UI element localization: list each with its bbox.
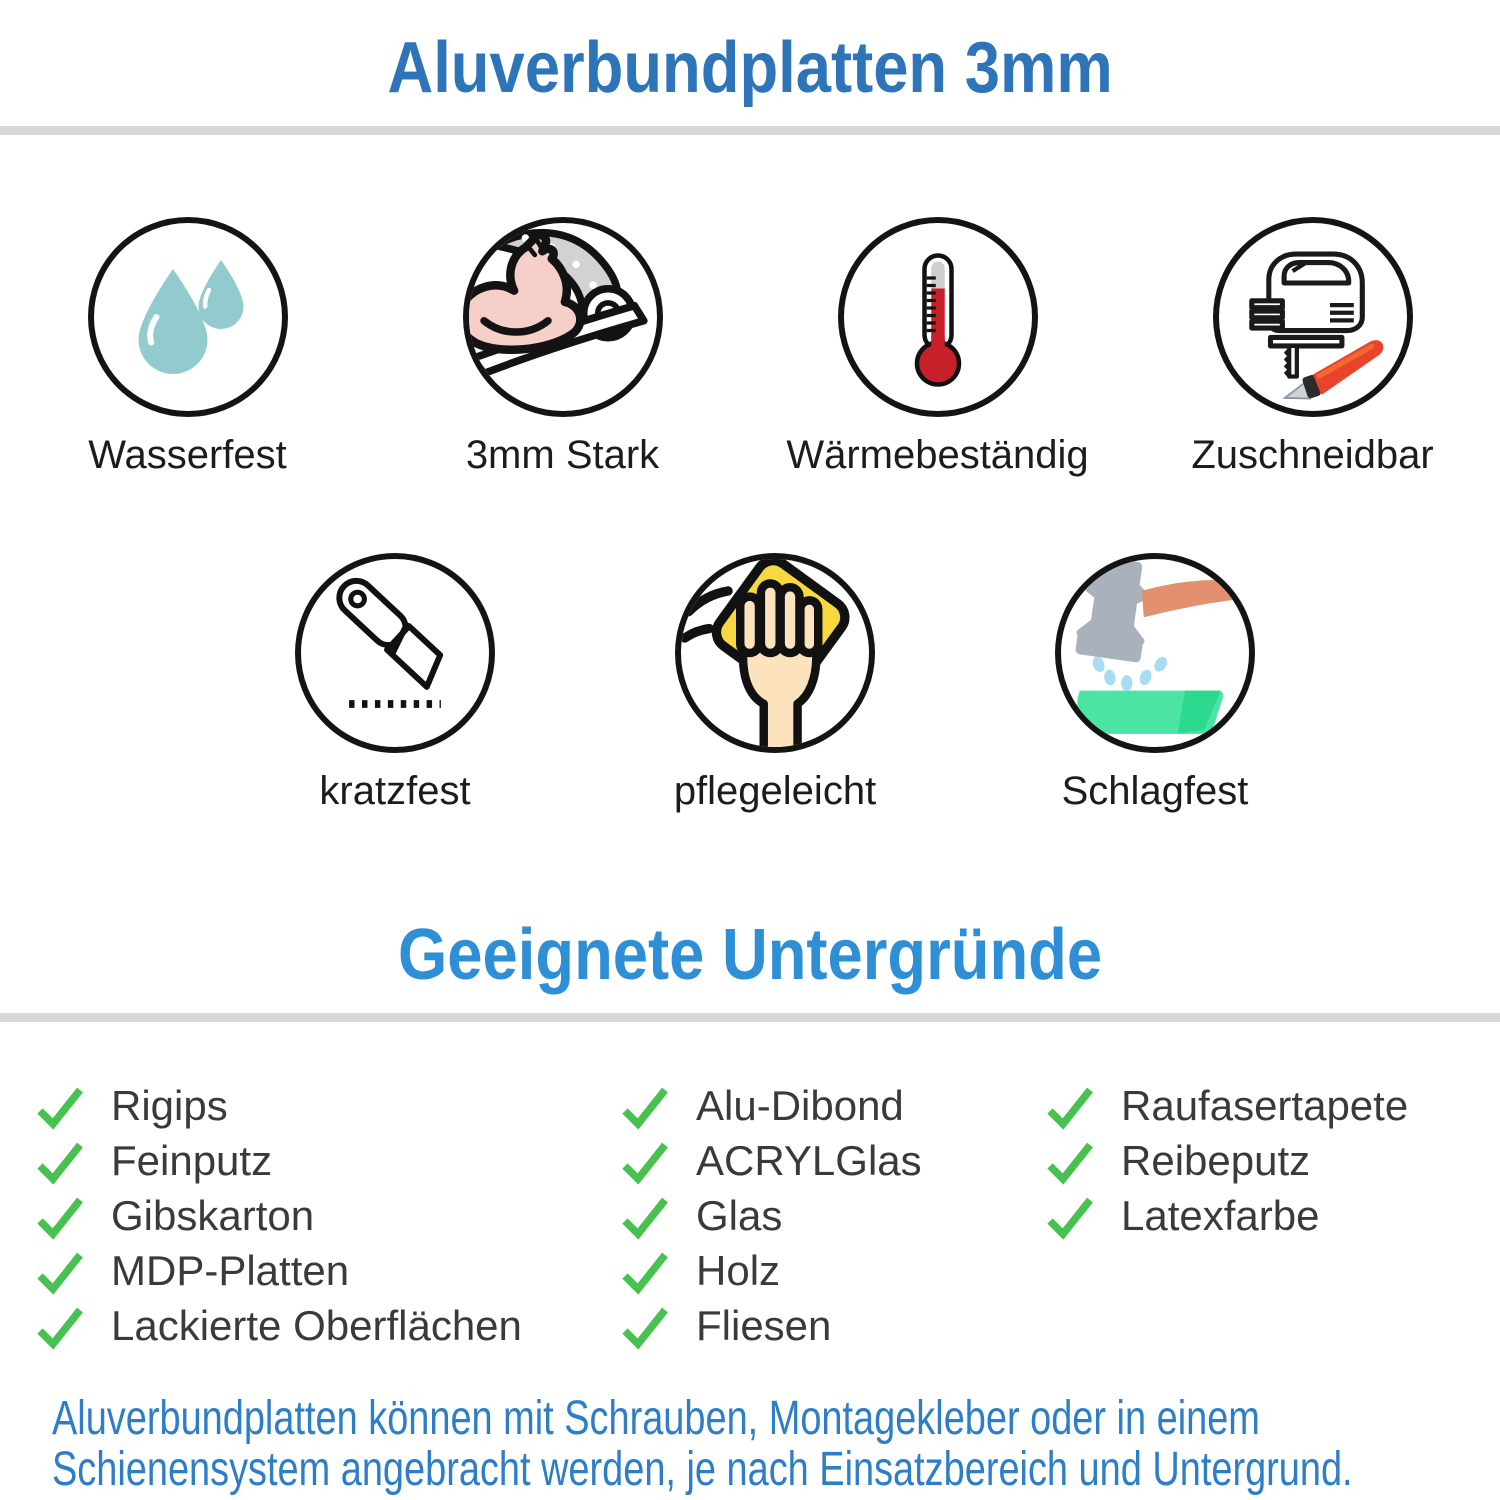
substrate-label: Gibskarton — [111, 1191, 315, 1239]
check-icon — [35, 1081, 85, 1131]
check-icon — [620, 1246, 670, 1296]
check-icon — [620, 1136, 670, 1186]
check-icon — [35, 1301, 85, 1351]
feature-3mm-stark — [375, 217, 750, 477]
substrates-column-3 — [1045, 1078, 1500, 1353]
wiping-hand-icon — [675, 553, 875, 753]
substrates-title-text: Geeignete Untergründe — [397, 915, 1103, 995]
check-icon — [620, 1301, 670, 1351]
check-icon — [1045, 1081, 1095, 1131]
mounting-note-line-1: Aluverbundplatten können mit Schrauben, Montagekleber oder in einem — [52, 1392, 1260, 1445]
page-title-text: Aluverbundplatten 3mm — [387, 28, 1113, 108]
substrate-label: Rigips — [111, 1081, 228, 1129]
feature-label: kratzfest — [319, 769, 471, 813]
substrate-label: Latexfarbe — [1121, 1191, 1320, 1239]
mounting-note-line-2: Schienensystem angebracht werden, je nach Einsatzbereich und Untergrund. — [52, 1443, 1353, 1496]
jigsaw-cutter-icon — [1213, 217, 1413, 417]
mounting-note — [0, 1393, 1500, 1495]
hammer-impact-icon — [1055, 553, 1255, 753]
substrate-label: MDP-Platten — [111, 1246, 350, 1294]
list-item — [35, 1298, 620, 1353]
list-item — [35, 1243, 620, 1298]
check-icon — [1045, 1191, 1095, 1241]
features-row-2 — [0, 553, 1500, 813]
list-item — [620, 1243, 1045, 1298]
thermometer-icon — [838, 217, 1038, 417]
substrates-column-2 — [620, 1078, 1045, 1353]
substrate-label: Lackierte Oberflächen — [111, 1301, 522, 1349]
list-item — [1045, 1188, 1500, 1243]
feature-wasserfest — [0, 217, 375, 477]
feature-label: pflegeleicht — [673, 769, 877, 813]
substrate-label: Alu-Dibond — [696, 1081, 904, 1129]
check-icon — [620, 1081, 670, 1131]
feature-label: Wärmebeständig — [786, 433, 1089, 477]
features-row-1 — [0, 217, 1500, 477]
muscle-arm-panel-icon — [463, 217, 663, 417]
substrate-label: Holz — [696, 1246, 781, 1294]
list-item — [620, 1078, 1045, 1133]
utility-knife-icon — [295, 553, 495, 753]
feature-label: 3mm Stark — [465, 433, 660, 477]
feature-waermebestaendig — [750, 217, 1125, 477]
substrate-label: Reibeputz — [1121, 1136, 1311, 1184]
check-icon — [1045, 1136, 1095, 1186]
water-drops-icon — [88, 217, 288, 417]
list-item — [620, 1188, 1045, 1243]
substrate-label: Fliesen — [696, 1301, 832, 1349]
list-item — [1045, 1133, 1500, 1188]
feature-zuschneidbar — [1125, 217, 1500, 477]
check-icon — [35, 1136, 85, 1186]
list-item — [620, 1298, 1045, 1353]
list-item — [35, 1188, 620, 1243]
substrate-label: Raufasertapete — [1121, 1081, 1409, 1129]
check-icon — [620, 1191, 670, 1241]
page-title — [0, 26, 1500, 110]
substrate-label: ACRYLGlas — [696, 1136, 922, 1184]
substrates-column-1 — [35, 1078, 620, 1353]
list-item — [35, 1078, 620, 1133]
feature-label: Wasserfest — [88, 433, 287, 477]
substrates-title — [0, 913, 1500, 997]
list-item — [1045, 1078, 1500, 1133]
check-icon — [35, 1246, 85, 1296]
divider-top — [0, 126, 1500, 135]
feature-label: Schlagfest — [1061, 769, 1249, 813]
list-item — [620, 1133, 1045, 1188]
substrate-label: Feinputz — [111, 1136, 273, 1184]
list-item — [35, 1133, 620, 1188]
feature-schlagfest — [965, 553, 1345, 813]
feature-pflegeleicht — [585, 553, 965, 813]
check-icon — [35, 1191, 85, 1241]
feature-kratzfest — [205, 553, 585, 813]
substrates-list — [0, 1078, 1500, 1353]
substrate-label: Glas — [696, 1191, 783, 1239]
feature-label: Zuschneidbar — [1191, 433, 1434, 477]
divider-bottom — [0, 1013, 1500, 1022]
